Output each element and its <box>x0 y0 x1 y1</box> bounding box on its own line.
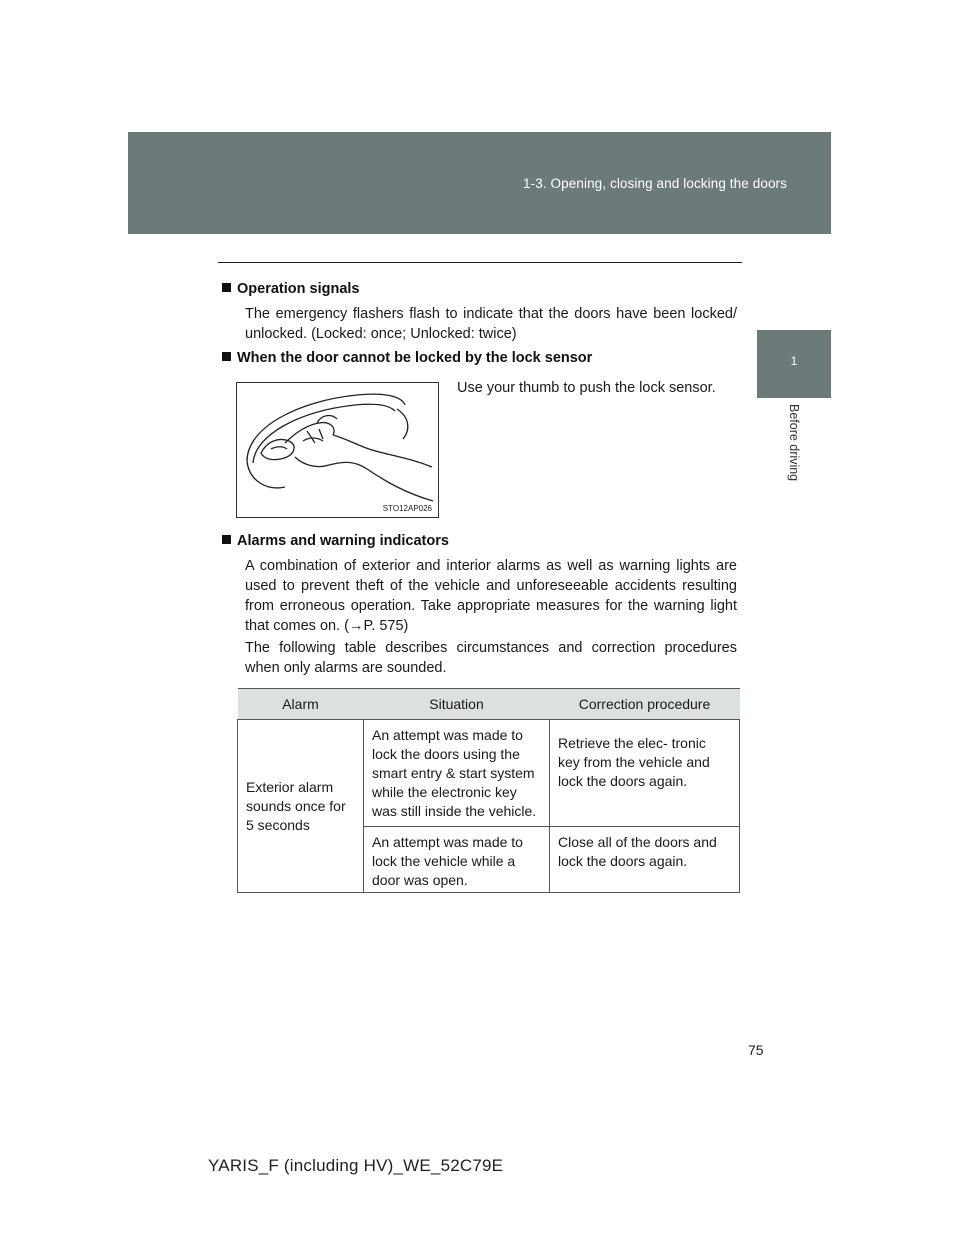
header-band <box>128 132 831 234</box>
cell-alarm: Exterior alarm sounds once for 5 seconds <box>238 720 364 893</box>
chapter-label-text: Before driving <box>787 404 801 482</box>
square-bullet-icon <box>222 352 231 361</box>
figure-caption: Use your thumb to push the lock sensor. <box>457 380 716 396</box>
heading-text: When the door cannot be locked by the lock sensor <box>237 350 593 366</box>
chapter-label <box>786 398 802 508</box>
paragraph-table-intro: The following table describes circumstances and correction procedures when only alarms are sounded. <box>245 640 737 676</box>
footer-document-code: YARIS_F (including HV)_WE_52C79E <box>208 1156 504 1175</box>
heading-lock-sensor <box>222 350 592 366</box>
cell-correction: Close all of the doors and lock the doors again. <box>550 827 740 893</box>
paragraph-operation-signals: The emergency flashers flash to indicate that the doors have been locked/ unlocked. (Locked: once; Unlocked: twice) <box>245 306 737 342</box>
alarm-table <box>237 688 740 893</box>
page-number: 75 <box>748 1042 764 1058</box>
illustration-thumb-lock-sensor <box>236 382 439 518</box>
square-bullet-icon <box>222 535 231 544</box>
cell-situation: An attempt was made to lock the doors using the smart entry & start system while the electronic key was still inside the vehicle. <box>364 720 550 827</box>
chapter-tab <box>757 330 831 398</box>
figure-code: STO12AP026 <box>382 504 432 513</box>
thumb-on-handle-illustration <box>237 383 438 517</box>
heading-text: Alarms and warning indicators <box>237 533 449 549</box>
heading-text: Operation signals <box>237 281 360 297</box>
paragraph-alarms: A combination of exterior and interior alarms as well as warning lights are used to prevent theft of the vehicle and unforeseeable accidents resulting from erroneous operation. Take appropriate measures for the warning light that comes on. (→P. 575) <box>245 558 737 634</box>
table-header-row <box>238 689 740 720</box>
cell-correction: Retrieve the elec- tronic key from the vehicle and lock the doors again. <box>550 720 740 827</box>
divider-line <box>218 262 742 263</box>
table-row <box>238 720 740 827</box>
section-title: 1-3. Opening, closing and locking the doors <box>523 176 787 191</box>
chapter-number: 1 <box>790 354 798 368</box>
heading-operation-signals <box>222 281 359 297</box>
column-header-alarm: Alarm <box>238 689 364 720</box>
column-header-situation: Situation <box>364 689 550 720</box>
square-bullet-icon <box>222 283 231 292</box>
column-header-correction: Correction procedure <box>550 689 740 720</box>
heading-alarms-warning <box>222 533 449 549</box>
cell-situation: An attempt was made to lock the vehicle while a door was open. <box>364 827 550 893</box>
